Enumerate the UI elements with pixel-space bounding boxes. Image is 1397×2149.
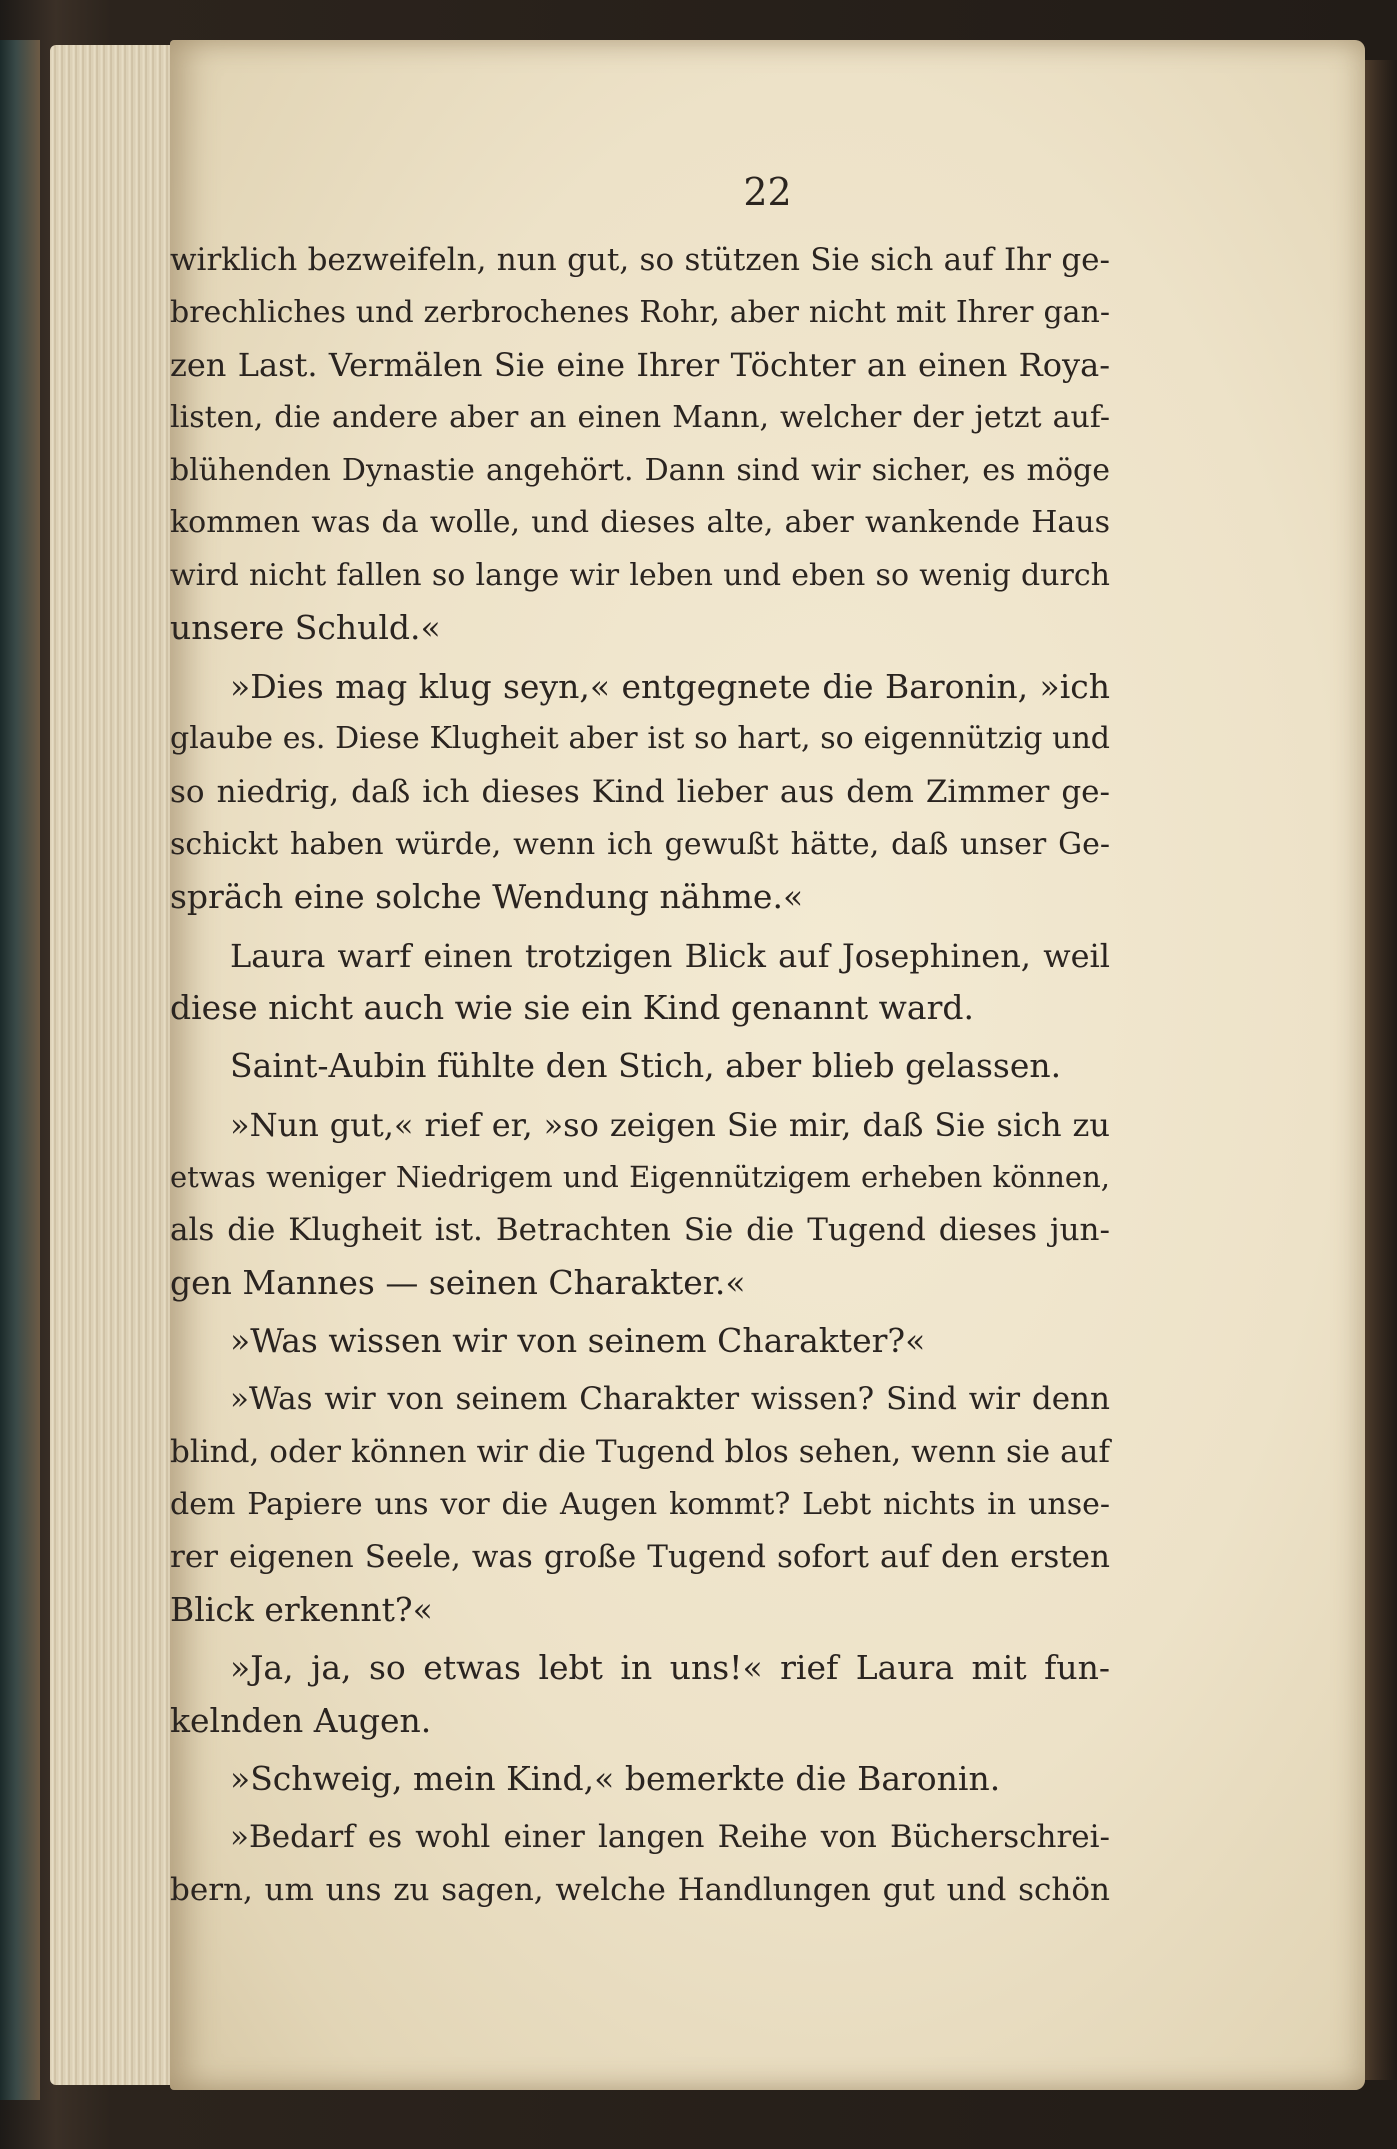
text-line: glaube es. Diese Klugheit aber ist so hart, so eigennützig und bbox=[170, 721, 1110, 757]
text-line: »Nun gut,« rief er, »so zeigen Sie mir, daß Sie sich zu bbox=[230, 1105, 1110, 1144]
text-line: wird nicht fallen so lange wir leben und eben so wenig durch bbox=[170, 557, 1110, 593]
text-line: schickt haben würde, wenn ich gewußt hätte, daß unser Ge- bbox=[170, 826, 1110, 862]
text-line: dem Papiere uns vor die Augen kommt? Lebt nichts in unse- bbox=[170, 1486, 1110, 1522]
text-line: unsere Schuld.« bbox=[170, 608, 441, 648]
text-line: »Was wir von seinem Charakter wissen? Sind wir denn bbox=[230, 1381, 1110, 1418]
text-line: kelnden Augen. bbox=[170, 1700, 432, 1740]
text-line: blind, oder können wir die Tugend blos sehen, wenn sie auf bbox=[170, 1433, 1110, 1470]
page-number: 22 bbox=[743, 170, 792, 214]
text-line: rer eigenen Seele, was große Tugend sofort auf den ersten bbox=[170, 1539, 1110, 1576]
text-line: Blick erkennt?« bbox=[170, 1589, 433, 1629]
cover-edge bbox=[0, 40, 40, 2100]
text-line: listen, die andere aber an einen Mann, welcher der jetzt auf- bbox=[170, 399, 1110, 435]
text-line: »Schweig, mein Kind,« bemerkte die Baronin. bbox=[230, 1759, 1001, 1799]
text-line: kommen was da wolle, und dieses alte, aber wankende Haus bbox=[170, 505, 1110, 541]
text-line: »Dies mag klug seyn,« entgegnete die Baronin, »ich bbox=[230, 666, 1110, 706]
text-line: »Bedarf es wohl einer langen Reihe von Bücherschrei- bbox=[230, 1819, 1110, 1856]
text-line: brechliches und zerbrochenes Rohr, aber nicht mit Ihrer gan- bbox=[170, 294, 1110, 330]
text-line: blühenden Dynastie angehört. Dann sind wir sicher, es möge bbox=[170, 452, 1110, 488]
text-line: Saint-Aubin fühlte den Stich, aber blieb gelassen. bbox=[230, 1046, 1062, 1086]
text-line: so niedrig, daß ich dieses Kind lieber aus dem Zimmer ge- bbox=[170, 773, 1110, 810]
text-line: diese nicht auch wie sie ein Kind genannt ward. bbox=[170, 988, 974, 1028]
text-line: etwas weniger Niedrigem und Eigennützigem erheben können, bbox=[170, 1160, 1110, 1195]
text-line: »Was wissen wir von seinem Charakter?« bbox=[230, 1320, 926, 1360]
text-line: Laura warf einen trotzigen Blick auf Josephinen, weil bbox=[230, 936, 1110, 975]
text-line: spräch eine solche Wendung nähme.« bbox=[170, 877, 804, 917]
text-line: bern, um uns zu sagen, welche Handlungen gut und schön bbox=[170, 1872, 1110, 1908]
text-line: als die Klugheit ist. Betrachten Sie die Tugend dieses jun- bbox=[170, 1212, 1110, 1249]
text-line: gen Mannes — seinen Charakter.« bbox=[170, 1262, 746, 1302]
page-stack bbox=[50, 45, 180, 2085]
text-line: wirklich bezweifeln, nun gut, so stützen Sie sich auf Ihr ge- bbox=[170, 242, 1110, 278]
text-line: zen Last. Vermälen Sie eine Ihrer Töchter an einen Roya- bbox=[170, 346, 1110, 385]
text-line: »Ja, ja, so etwas lebt in uns!« rief Laura mit fun- bbox=[230, 1648, 1110, 1688]
